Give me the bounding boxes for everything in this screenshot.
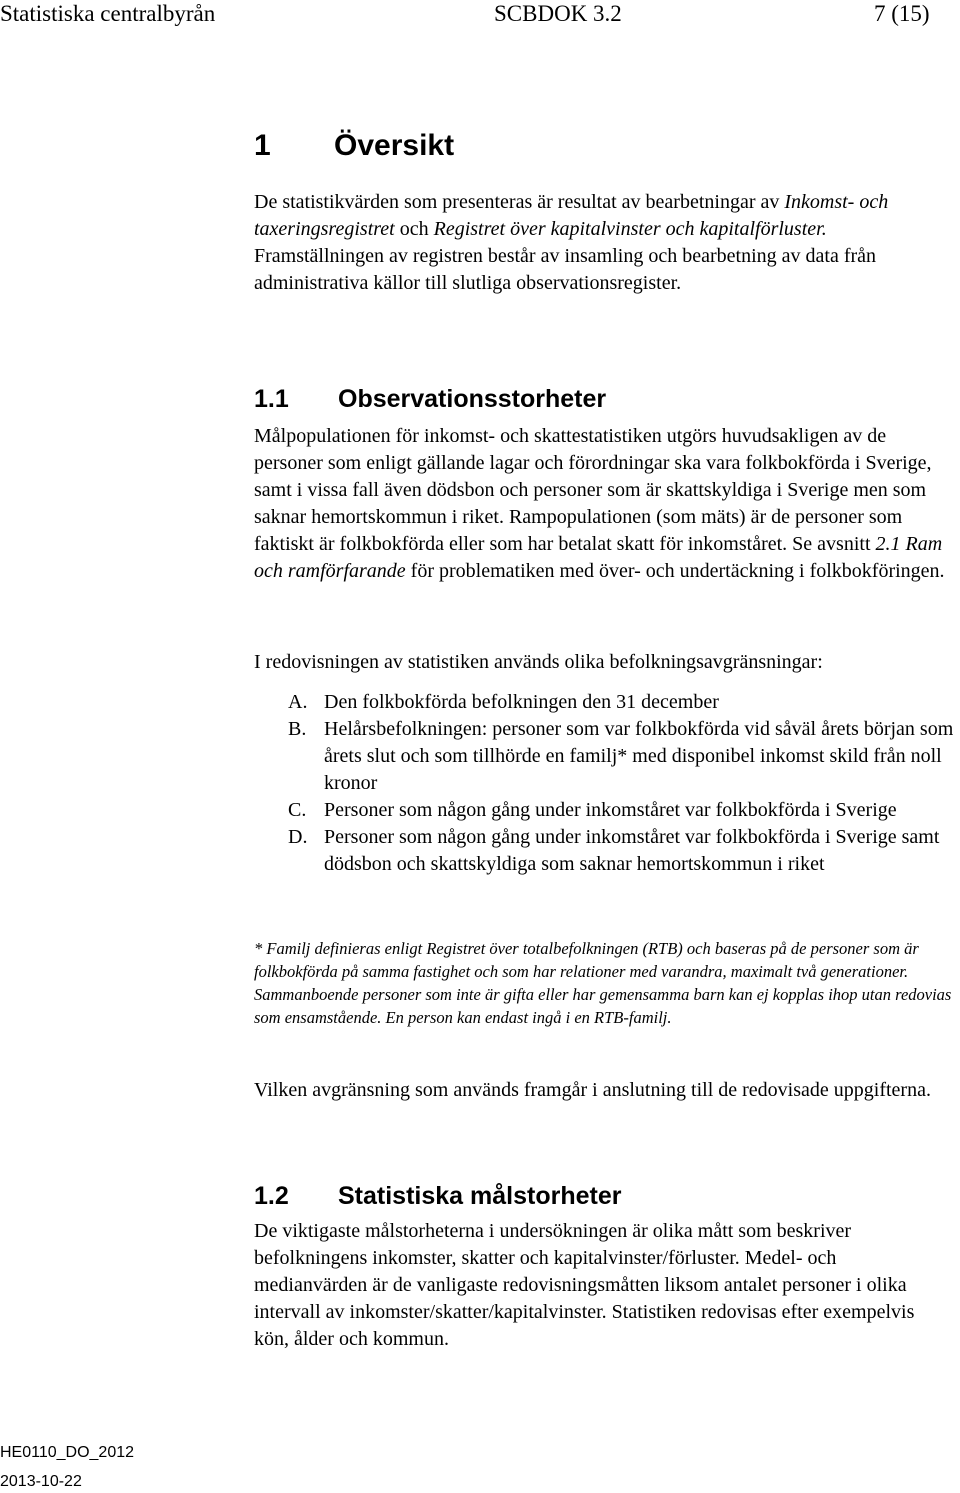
list-text: Helårsbefolkningen: personer som var folkbokförda vid såväl årets början som årets slut och som tillhörde en familj* med disponibel inkomst skild från noll kronor — [324, 718, 954, 794]
footer-date: 2013-10-22 — [0, 1473, 82, 1490]
text-run: och — [394, 218, 434, 240]
section-title: Översikt — [334, 129, 455, 162]
header-page-number: 7 (15) — [874, 1, 930, 26]
list-item — [254, 716, 954, 797]
header-document-code: SCBDOK 3.2 — [494, 1, 622, 26]
section-reference: 2.1 Ram och ramförfarande — [254, 533, 943, 582]
section-title: Statistiska målstorheter — [338, 1182, 622, 1210]
text-run: De statistikvärden som presenteras är resultat av bearbetningar av — [254, 191, 785, 213]
delimitation-note-paragraph: Vilken avgränsning som används framgår i anslutning till de redovisade uppgifterna. — [254, 1079, 931, 1101]
register-name: Registret över kapitalvinster och kapitalförluster. — [433, 218, 827, 240]
list-label: A. — [288, 691, 308, 713]
list-text: Personer som någon gång under inkomståret var folkbokförda i Sverige — [324, 799, 897, 821]
overview-paragraph — [254, 189, 954, 297]
register-name: Inkomst- och taxeringsregistret — [254, 191, 889, 240]
list-item — [254, 689, 954, 716]
text-run: Framställningen av registren består av insamling och bearbetning av data från administrativa källor till slutliga observationsregister. — [254, 245, 877, 294]
section-heading-1-1 — [254, 384, 606, 414]
family-footnote: * Familj definieras enligt Registret över totalbefolkningen (RTB) och baseras på de personer som är folkbokförda på samma fastighet och som har relationer med varandra, maximalt två generationer. Sammanboende personer som inte är gifta eller har gemensamma barn kan ej kopplas ihop utan redovias som ensamstående. En person kan endast ingå i en RTB-familj. — [254, 939, 952, 1027]
population-paragraph — [254, 423, 954, 585]
section-number: 1 — [254, 129, 271, 162]
list-item — [254, 824, 954, 878]
section-heading-1 — [254, 128, 454, 164]
text-run: för problematiken med över- och undertäckning i folkbokföringen. — [405, 560, 945, 582]
list-item — [254, 797, 954, 824]
section-title: Observationsstorheter — [338, 385, 607, 413]
target-quantities-paragraph: De viktigaste målstorheterna i undersökningen är olika mått som beskriver befolkningens inkomster, skatter och kapitalvinster/förluster. Medel- och medianvärden är de vanligaste redovisningsmåtten liksom antalet personer i olika intervall av inkomster/skatter/kapitalvinster. Statistiken redovisas efter exempelvis kön, ålder och kommun. — [254, 1220, 915, 1350]
population-list — [254, 689, 954, 878]
section-number: 1.1 — [254, 385, 289, 413]
header-organization: Statistiska centralbyrån — [0, 1, 216, 26]
list-label: D. — [288, 826, 308, 848]
section-heading-1-2 — [254, 1181, 621, 1211]
list-label: B. — [288, 718, 307, 740]
section-number: 1.2 — [254, 1182, 289, 1210]
list-text: Personer som någon gång under inkomståret var folkbokförda i Sverige samt dödsbon och skattskyldiga som saknar hemortskommun i riket — [324, 826, 940, 875]
footer-document-id: HE0110_DO_2012 — [0, 1444, 135, 1461]
delimitation-intro: I redovisningen av statistiken används olika befolkningsavgränsningar: — [254, 651, 823, 673]
text-run: Målpopulationen för inkomst- och skattestatistiken utgörs huvudsakligen av de personer som enligt gällande lagar och förordningar ska vara folkbokförda i Sverige, samt i vissa fall även dödsbon och personer som är skattskyldiga i Sverige men som saknar hemortskommun i riket. Rampopulationen (som mäts) är de personer som faktiskt är folkbokförda eller som har betalat skatt för inkomståret. Se avsnitt — [254, 425, 932, 555]
list-text: Den folkbokförda befolkningen den 31 december — [324, 691, 719, 713]
list-label: C. — [288, 799, 307, 821]
